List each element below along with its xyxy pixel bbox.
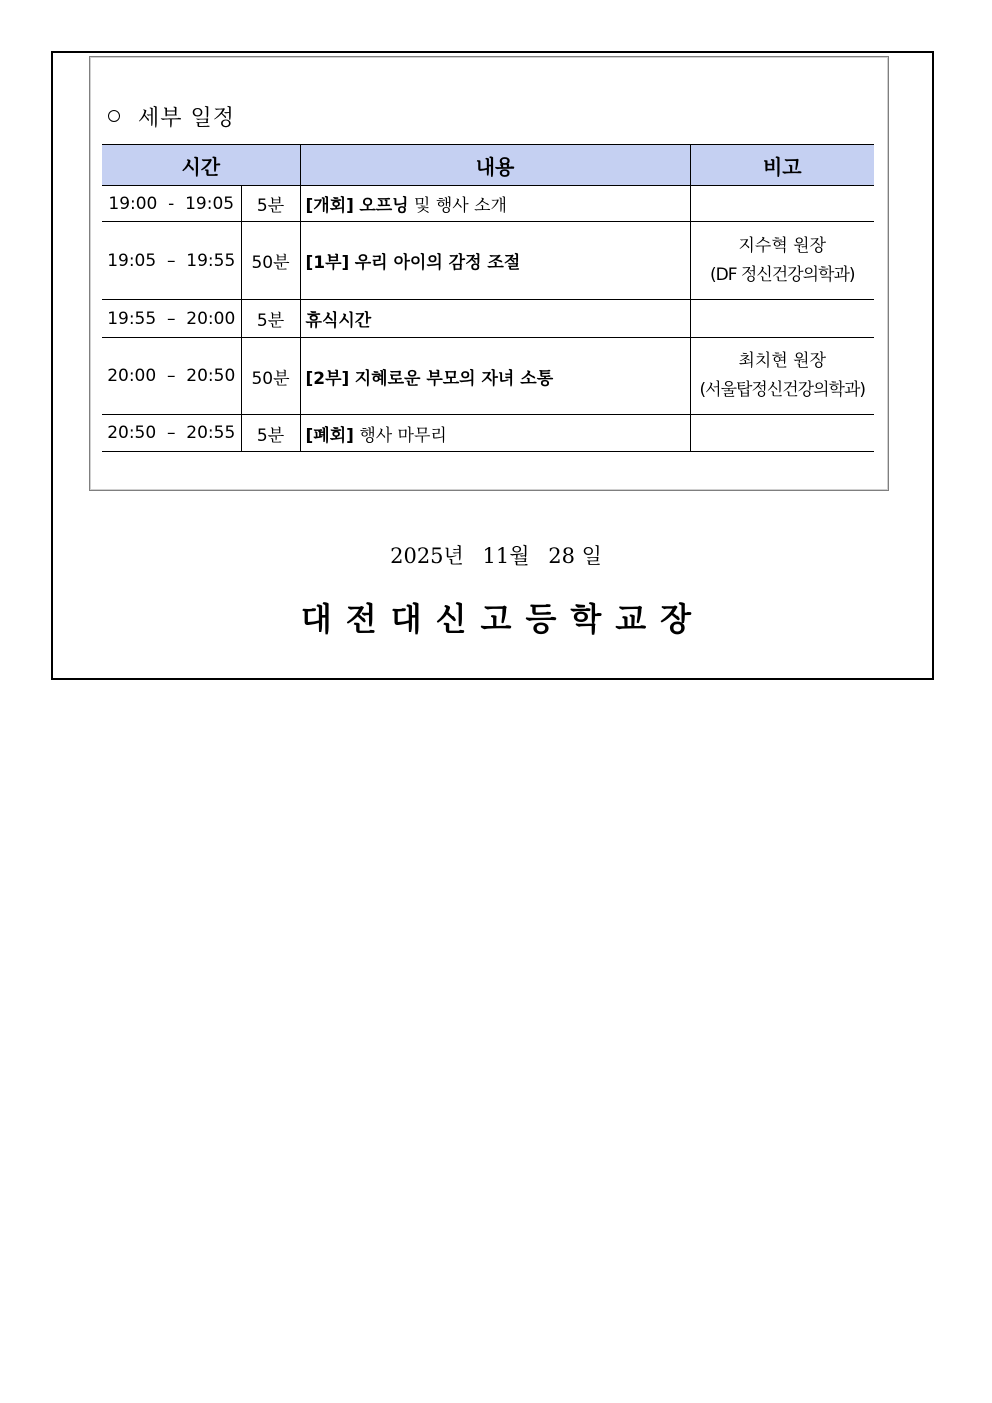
- row-title: 오프닝: [359, 196, 409, 216]
- row-note: [690, 222, 874, 300]
- row-note: [690, 415, 874, 452]
- row-desc: 및 행사 소개: [414, 196, 507, 216]
- row-duration: 5분: [241, 186, 300, 222]
- header-content: 내용: [300, 145, 690, 186]
- row-time: 20:00 – 20:50: [102, 338, 241, 415]
- circle-bullet-icon: [108, 110, 120, 122]
- row-duration: 5분: [241, 415, 300, 452]
- row-tag: [1부]: [305, 253, 350, 273]
- note-presenter: 지수혁 원장: [738, 235, 827, 256]
- row-time: 20:50 – 20:55: [102, 415, 241, 452]
- row-content: [300, 415, 690, 452]
- date-month: 11월: [482, 544, 530, 568]
- row-desc: 행사 마무리: [359, 425, 447, 446]
- section-heading: [106, 101, 235, 131]
- row-title: 우리 아이의 감정 조절: [354, 253, 521, 273]
- table-row: [102, 415, 874, 452]
- row-content: [300, 300, 690, 338]
- row-content: [300, 186, 690, 222]
- row-note: [690, 300, 874, 338]
- header-note: 비고: [690, 145, 874, 186]
- note-affiliation: (서울탑정신건강의학과): [699, 380, 865, 400]
- row-time: 19:55 – 20:00: [102, 300, 241, 338]
- table-row: [102, 338, 874, 415]
- header-time: 시간: [102, 145, 300, 186]
- row-time: 19:05 – 19:55: [102, 222, 241, 300]
- note-affiliation: (DF 정신건강의학과): [710, 264, 855, 285]
- row-tag: [개회]: [305, 196, 354, 216]
- row-duration: 5분: [241, 300, 300, 338]
- table-row: [102, 300, 874, 338]
- row-duration: 50분: [241, 338, 300, 415]
- school-name: 대전대신고등학교장: [300, 600, 706, 638]
- date-line: [0, 540, 992, 570]
- row-content: [300, 222, 690, 300]
- date-year: 2025년: [390, 544, 464, 568]
- date-day: 28 일: [548, 544, 602, 568]
- row-duration: 50분: [241, 222, 300, 300]
- table-header-row: [102, 145, 874, 186]
- row-title: 지혜로운 부모의 자녀 소통: [354, 368, 554, 389]
- table-row: [102, 186, 874, 222]
- row-tag: 휴식시간: [305, 311, 372, 331]
- schedule-table: [102, 144, 874, 452]
- row-note: [690, 338, 874, 415]
- note-presenter: 최치현 원장: [738, 351, 827, 371]
- row-content: [300, 338, 690, 415]
- row-tag: [2부]: [305, 368, 350, 389]
- table-row: [102, 222, 874, 300]
- row-time: 19:00 - 19:05: [102, 186, 241, 222]
- section-heading-text: 세부 일정: [138, 105, 236, 131]
- row-tag: [폐회]: [305, 425, 354, 446]
- row-note: [690, 186, 874, 222]
